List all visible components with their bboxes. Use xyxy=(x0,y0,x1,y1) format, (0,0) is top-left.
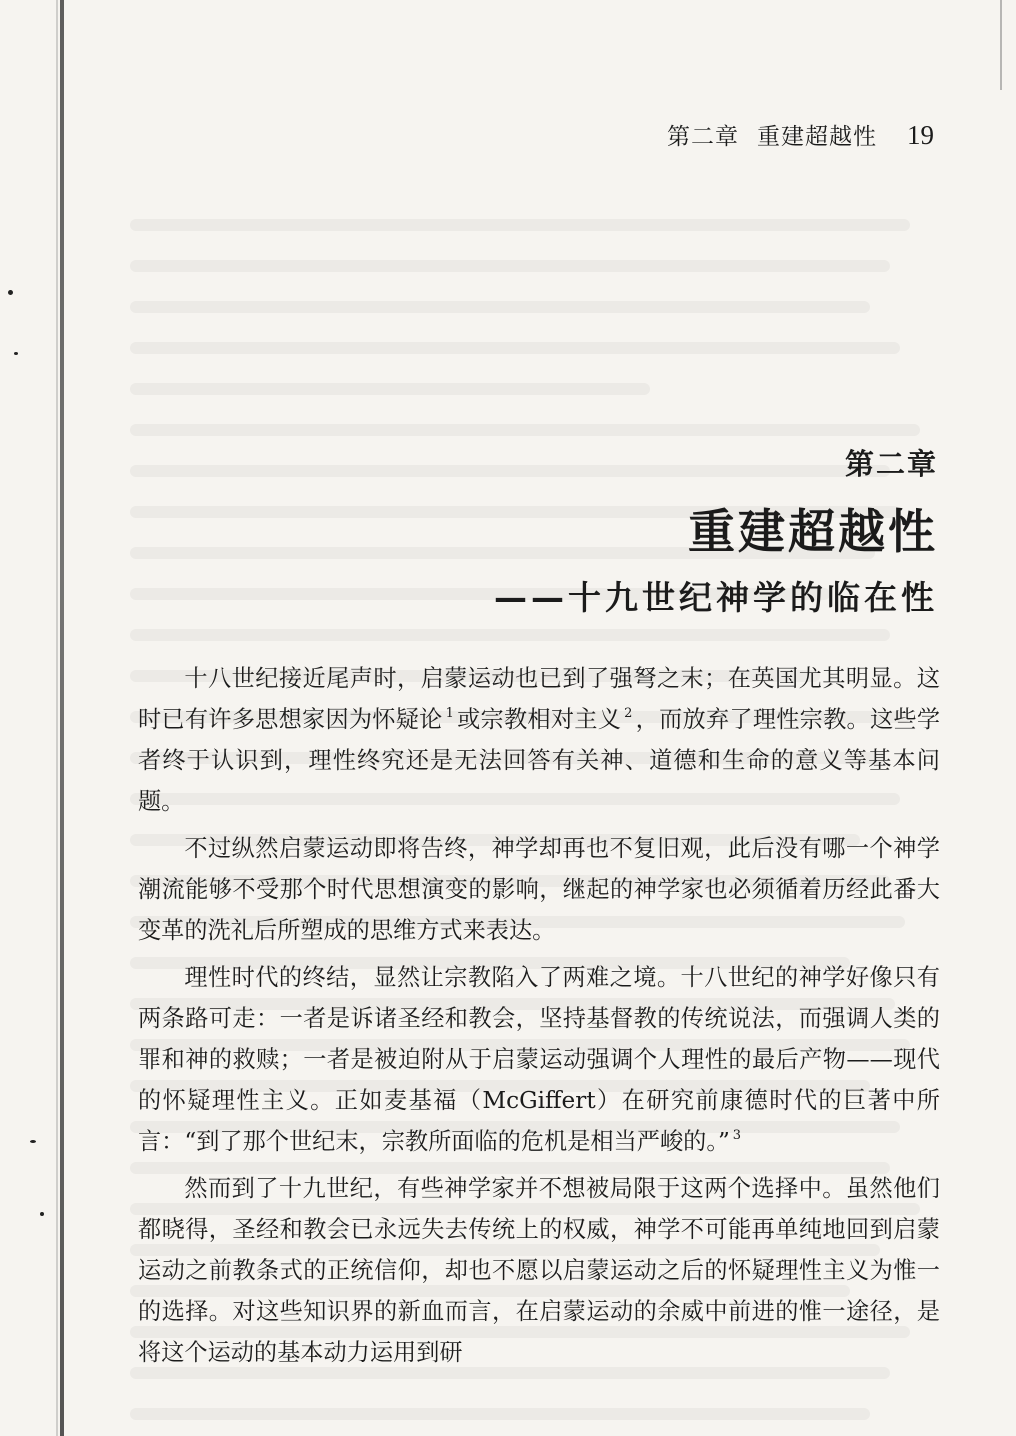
body-text xyxy=(138,658,940,1379)
bleed-line xyxy=(130,260,890,272)
bleed-line xyxy=(130,383,650,395)
paragraph-text: 然而到了十九世纪，有些神学家并不想被局限于这两个选择中。虽然他们都晓得，圣经和教会已永远失去传统上的权威，神学不可能再单纯地回到启蒙运动之前教条式的正统信仰，却也不愿以启蒙运动之后的怀疑理性主义为惟一的选择。对这些知识界的新血而言，在启蒙运动的余威中前进的惟一途径，是将这个运动的基本动力运用到研 xyxy=(138,1175,940,1366)
footnote-marker: 3 xyxy=(732,1128,742,1143)
bleed-line xyxy=(130,424,920,436)
page-number: 19 xyxy=(907,120,934,150)
paragraph-text: 十八世纪接近尾声时，启蒙运动也已到了强弩之末；在英国尤其明显。这时已有许多思想家因为怀疑论 xyxy=(138,665,940,733)
bleed-line xyxy=(130,629,890,641)
running-head xyxy=(667,118,934,151)
scan-speck xyxy=(40,1212,44,1216)
paragraph-text: 理性时代的终结，显然让宗教陷入了两难之境。十八世纪的神学好像只有两条路可走：一者是诉诸圣经和教会，坚持基督教的传统说法，而强调人类的罪和神的救赎；一者是被迫附从于启蒙运动强调个人理性的最后产物——现代的怀疑理性主义。正如麦基福（McGiffert）在研究前康德时代的巨著中所言：“到了那个世纪末，宗教所面临的危机是相当严峻的。” xyxy=(138,964,940,1155)
paragraph xyxy=(138,957,940,1162)
paragraph-text: 或宗教相对主义 xyxy=(456,706,622,733)
chapter-label: 第二章 xyxy=(844,447,938,481)
paragraph xyxy=(138,828,940,951)
binding-edge xyxy=(60,0,64,1436)
paragraph-text: ，而放弃了理性宗教。这些学者终于认识到，理性终究还是无法回答有关神、道德和生命的意义等基本问题。 xyxy=(138,706,941,815)
binding-shadow xyxy=(56,0,58,1436)
bleed-line xyxy=(130,301,870,313)
paragraph xyxy=(138,1168,940,1373)
chapter-subtitle: ——十九世纪神学的临在性 xyxy=(494,578,938,617)
bleed-line xyxy=(130,1408,870,1420)
running-head-chapter: 第二章 xyxy=(667,124,739,150)
scan-speck xyxy=(14,352,18,355)
scan-speck xyxy=(8,290,13,295)
scan-speck xyxy=(30,1140,36,1143)
chapter-title: 重建超越性 xyxy=(688,505,938,560)
bleed-line xyxy=(130,465,890,477)
bleed-line xyxy=(130,219,910,231)
paragraph xyxy=(138,658,940,822)
footnote-marker: 1 xyxy=(445,706,454,721)
footnote-marker: 2 xyxy=(624,706,633,721)
paragraph-text: 不过纵然启蒙运动即将告终，神学却再也不复旧观，此后没有哪一个神学潮流能够不受那个时代思想演变的影响，继起的神学家也必须循着历经此番大变革的洗礼后所塑成的思维方式来表达。 xyxy=(138,835,940,944)
bleed-line xyxy=(130,342,900,354)
page-edge-mark xyxy=(1000,0,1002,90)
running-head-title: 重建超越性 xyxy=(757,124,877,150)
